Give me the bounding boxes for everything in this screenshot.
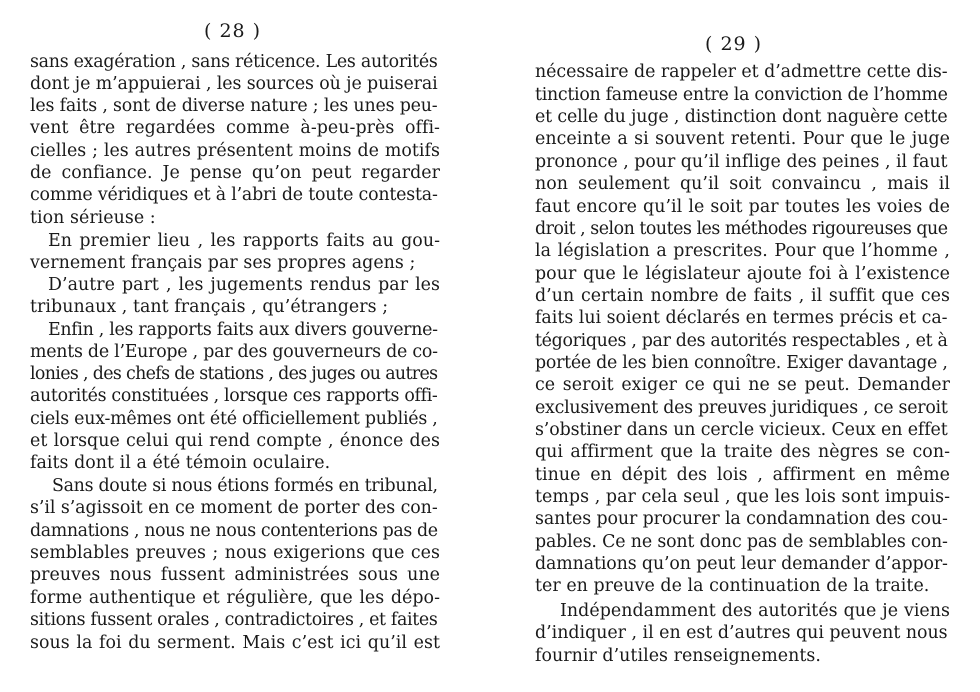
text-line: Indépendamment des autorités que je viens xyxy=(560,601,950,621)
text-line: exclusivement des preuves juridiques , ce seroit xyxy=(535,398,948,418)
text-line: forme authentique et régulière, que les dépo- xyxy=(30,588,440,608)
left-page xyxy=(0,0,470,692)
text-line: d’un certain nombre de faits , il suffit que ces xyxy=(535,286,950,306)
text-line: nécessaire de rappeler et d’admettre cette dis- xyxy=(535,62,948,82)
text-line: ce seroit exiger ce qui ne se peut. Demander xyxy=(535,375,950,395)
text-line: faits dont il a été témoin oculaire. xyxy=(30,453,331,473)
text-line: sans exagération , sans réticence. Les autorités xyxy=(30,52,438,72)
text-line: ter en preuve de la continuation de la traite. xyxy=(535,576,930,596)
text-line: les faits , sont de diverse nature ; les unes peu- xyxy=(30,96,438,116)
text-line: pables. Ce ne sont donc pas de semblables con- xyxy=(535,532,948,552)
text-line: ments de l’Europe , par des gouverneurs de co- xyxy=(30,342,438,362)
text-line: et celle du juge , distinction dont naguère cette xyxy=(535,107,948,127)
text-line: non seulement qu’il soit convaincu , mais il xyxy=(535,174,950,194)
text-line: temps , par cela seul , que les lois sont impuis- xyxy=(535,487,950,507)
text-line: enceinte a si souvent retenti. Pour que le juge xyxy=(535,129,950,149)
text-line: vent être regardées comme à-peu-près offi- xyxy=(30,118,440,138)
text-line: damnations , nous ne nous contenterions pas de xyxy=(30,521,438,541)
text-line: sitions fussent orales , contradictoires , et faites xyxy=(30,610,438,630)
text-line: faits lui soient déclarés en termes précis et ca- xyxy=(535,308,948,328)
text-line: tégoriques , par des autorités respectables , et à xyxy=(535,331,948,351)
right-page xyxy=(490,0,980,692)
text-line: qui affirment que la traite des nègres se con- xyxy=(535,442,950,462)
text-line: s’obstiner dans un cercle vicieux. Ceux en effet xyxy=(535,420,948,440)
text-line: Sans doute si nous étions formés en tribunal, xyxy=(52,476,438,496)
text-line: vernement français par ses propres agens ; xyxy=(30,253,416,273)
text-line: prononce , pour qu’il inflige des peines , il faut xyxy=(535,152,948,172)
text-line: tinction fameuse entre la conviction de l’homme xyxy=(535,85,948,105)
text-line: D’autre part , les jugements rendus par les xyxy=(48,275,440,295)
text-line: et lorsque celui qui rend compte , énonce des xyxy=(30,431,440,451)
text-line: comme véridiques et à l’abri de toute contesta- xyxy=(30,185,438,205)
text-line: En premier lieu , les rapports faits au gou- xyxy=(48,231,440,251)
text-line: cielles ; les autres présentent moins de motifs xyxy=(30,141,440,161)
text-line: de confiance. Je pense qu’on peut regarder xyxy=(30,163,440,183)
text-line: tinue en dépit des lois , affirment en même xyxy=(535,465,950,485)
text-line: santes pour procurer la condamnation des cou- xyxy=(535,509,948,529)
text-line: Enfin , les rapports faits aux divers gouverne- xyxy=(48,320,438,340)
text-line: la législation a prescrites. Pour que l’homme , xyxy=(535,241,950,261)
text-line: autorités constituées , lorsque ces rapports offi- xyxy=(30,386,438,406)
text-line: d’indiquer , il en est d’autres qui peuvent nous xyxy=(535,623,948,643)
text-line: tribunaux , tant français , qu’étrangers ; xyxy=(30,297,389,317)
right-page-number: ( 29 ) xyxy=(705,33,763,55)
text-line: damnations qu’on peut leur demander d’appor- xyxy=(535,554,948,574)
text-line: semblables preuves ; nous exigerions que ces xyxy=(30,543,440,563)
text-line: tion sérieuse : xyxy=(30,208,156,228)
left-page-number: ( 28 ) xyxy=(204,20,262,42)
text-line: pour que le législateur ajoute foi à l’existence xyxy=(535,264,950,284)
text-line: droit , selon toutes les méthodes rigoureuses que xyxy=(535,219,948,239)
text-line: preuves nous fussent administrées sous une xyxy=(30,565,440,585)
text-line: s’il s’agissoit en ce moment de porter des con- xyxy=(30,498,438,518)
text-line: fournir d’utiles renseignements. xyxy=(535,646,821,666)
text-line: dont je m’appuierai , les sources où je puiserai xyxy=(30,74,438,94)
text-line: portée de les bien connoître. Exiger davantage , xyxy=(535,353,948,373)
text-line: faut encore qu’il le soit par toutes les voies de xyxy=(535,197,950,217)
text-line: lonies , des chefs de stations , des juges ou autres xyxy=(30,364,438,384)
text-line: ciels eux-mêmes ont été officiellement publiés , xyxy=(30,409,438,429)
text-line: sous la foi du serment. Mais c’est ici qu’il est xyxy=(30,633,440,653)
